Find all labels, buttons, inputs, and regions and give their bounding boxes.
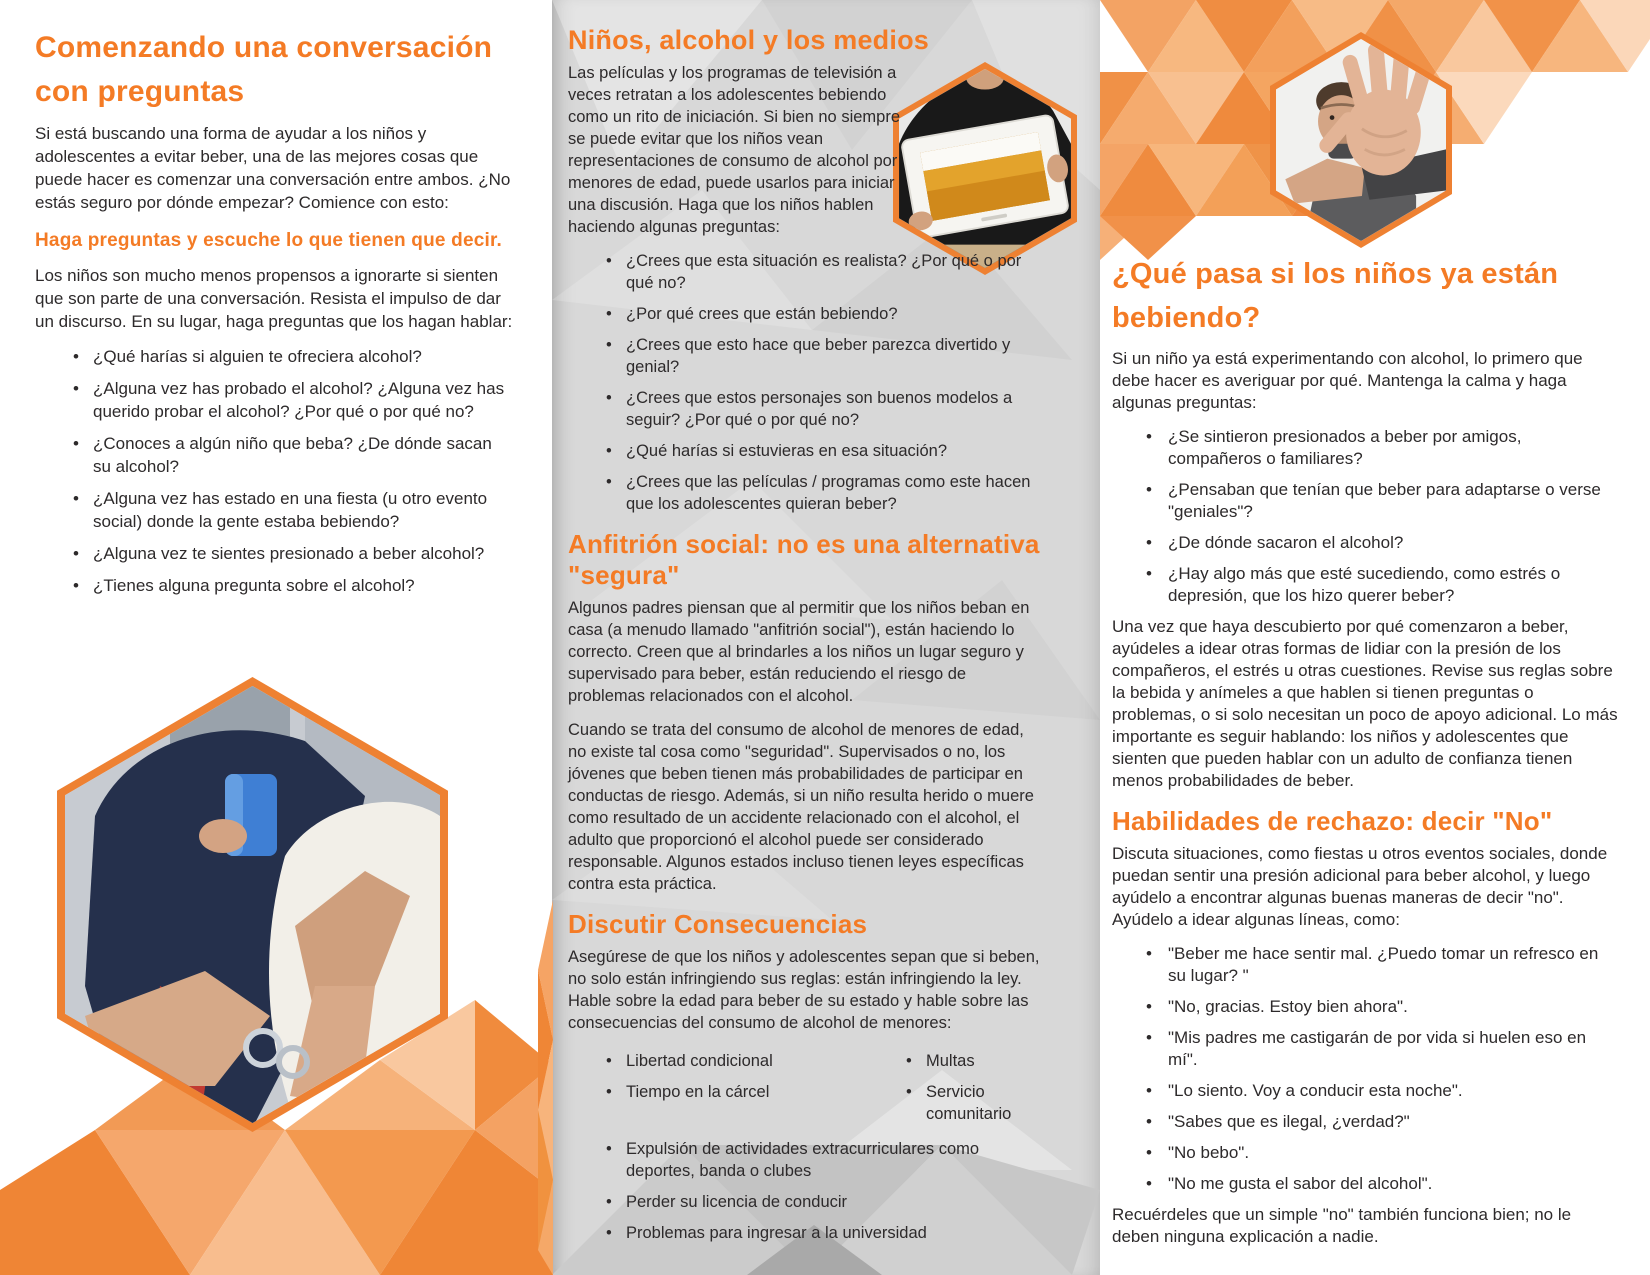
list-item: • "No bebo". [1142,1142,1618,1164]
list-item: • ¿De dónde sacaron el alcohol? [1142,532,1618,554]
media-section-title: Niños, alcohol y los medios [568,25,929,55]
refusal-lines-list [1142,943,1618,1195]
left-lead-paragraph: Los niños son mucho menos propensos a ignorarte si sienten que son parte de una conversación. Resista el impulso de dar un discurso. En su lugar, haga preguntas que los hagan hablar: [35,266,513,331]
right-panel [1112,252,1618,1260]
already-drinking-intro: Si un niño ya está experimentando con alcohol, lo primero que debe hacer es averiguar por qué. Mantenga la calma y haga algunas preguntas: [1112,349,1583,412]
list-item: • ¿Crees que las películas / programas como este hacen que los adolescentes quieran beber? [602,471,1045,515]
list-item: • ¿Hay algo más que esté sucediendo, como estrés o depresión, que los hizo querer beber? [1142,563,1618,607]
social-host-paragraph-2: Cuando se trata del consumo de alcohol de menores de edad, no existe tal cosa como "seguridad". Supervisados o no, los jóvenes que beben tienen más probabilidades de participar en conductas de riesgo. Además, si un niño resulta herido o muere como resultado de un accidente relacionado con el alcohol, el adulto que proporcionó el alcohol puede ser considerado responsable. Algunos estados incluso tienen leyes específicas contra esta práctica. [568,721,1034,893]
list-item: • Libertad condicional [602,1050,868,1072]
social-host-title: Anfitrión social: no es una alternativa "segura" [568,529,1040,590]
refusal-skills-title: Habilidades de rechazo: decir "No" [1112,806,1553,836]
list-item: • "Sabes que es ilegal, ¿verdad?" [1142,1111,1618,1133]
list-item: • Expulsión de actividades extracurriculares como deportes, banda o clubes [602,1138,1045,1182]
list-item: • ¿Qué harías si estuvieras en esa situación? [602,440,1045,462]
list-item: • "Lo siento. Voy a conducir esta noche". [1142,1080,1618,1102]
list-item: • "Beber me hace sentir mal. ¿Puedo tomar un refresco en su lugar? " [1142,943,1618,987]
list-item: • Perder su licencia de conducir [602,1191,1045,1213]
left-panel [35,26,513,606]
man-showing-stop-hand-photo [1276,39,1446,241]
follow-up-paragraph: Una vez que haya descubierto por qué comenzaron a beber, ayúdeles a idear otras formas de lidiar con la presión de los compañeros, el estrés u otras cuestiones. Revise sus reglas sobre la bebida y anímeles a que hablen si tienen preguntas o problemas, o si solo necesitan un poco de apoyo adicional. Lo más importante es seguir hablando: los niños y adolescentes que sienten que pueden hablar con un adulto de confianza tienen menos probabilidades de beber. [1112,617,1618,790]
already-drinking-questions-list [1142,426,1618,607]
list-item: • ¿Por qué crees que están bebiendo? [602,303,1045,325]
list-item: • Multas [902,1050,1045,1072]
already-drinking-title: ¿Qué pasa si los niños ya están bebiendo? [1112,258,1559,334]
list-item: • ¿Alguna vez has probado el alcohol? ¿Alguna vez has querido probar el alcohol? ¿Por qué o por qué no? [69,377,513,423]
list-item: • ¿Crees que esta situación es realista? ¿Por qué o por qué no? [602,250,1045,294]
consequences-intro-paragraph: Asegúrese de que los niños y adolescentes sepan que si beben, no solo están infringiendo sus reglas: están infringiendo la ley. Hable sobre la edad para beber de su estado y hable sobre las consecuencias del consumo de alcohol de menores: [568,948,1040,1032]
left-panel-title: Comenzando una conversación con preguntas [35,31,493,108]
list-item: • ¿Se sintieron presionados a beber por amigos, compañeros o familiares? [1142,426,1618,470]
list-item: • ¿Tienes alguna pregunta sobre el alcohol? [69,574,513,597]
list-item: • ¿Pensaban que tenían que beber para adaptarse o verse "geniales"? [1142,479,1618,523]
consequences-list-left [602,1050,868,1134]
list-item: • ¿Qué harías si alguien te ofreciera alcohol? [69,345,513,368]
left-intro-paragraph: Si está buscando una forma de ayudar a los niños y adolescentes a evitar beber, una de las mejores cosas que puede hacer es comenzar una conversación entre ambos. ¿No estás seguro por dónde empezar? Comience con esto: [35,124,511,212]
refusal-intro-paragraph: Discuta situaciones, como fiestas u otros eventos sociales, donde puedan sentir una presión adicional para beber alcohol, y luego ayúdelo a encontrar algunas buenas maneras de decir "no". Ayúdelo a idear algunas líneas, como: [1112,844,1608,929]
media-intro-paragraph: Las películas y los programas de televisión a veces retratan a los adolescentes bebiendo como un rito de iniciación. Si bien no siempre se puede evitar que los niños vean representaciones de consumo de alcohol por menores de edad, puede usarlos para iniciar una discusión. Haga que los niños hablen haciendo algunas preguntas: [568,64,901,236]
consequences-title: Discutir Consecuencias [568,909,868,939]
list-item: • ¿Alguna vez has estado en una fiesta (u otro evento social) donde la gente estaba bebiendo? [69,487,513,533]
list-item: • Servicio comunitario [902,1081,1045,1125]
list-item: • "No me gusta el sabor del alcohol". [1142,1173,1618,1195]
consequences-list-more [602,1138,1045,1244]
list-item: • Problemas para ingresar a la universidad [602,1222,1045,1244]
social-host-paragraph-1: Algunos padres piensan que al permitir que los niños beban en casa (a menudo llamado "anfitrión social"), están haciendo lo correcto. Creen que al brindarles a los niños un lugar seguro y supervisado para beber, están reduciendo el riesgo de problemas relacionados con el alcohol. [568,599,1030,705]
refusal-outro-paragraph: Recuérdeles que un simple "no" también funciona bien; no le deben ninguna explicación a nadie. [1112,1205,1572,1246]
middle-panel [568,24,1045,1253]
list-item: • ¿Conoces a algún niño que beba? ¿De dónde sacan su alcohol? [69,432,513,478]
list-item: • Tiempo en la cárcel [602,1081,868,1103]
list-item: • "No, gracias. Estoy bien ahora". [1142,996,1618,1018]
list-item: • ¿Crees que esto hace que beber parezca divertido y genial? [602,334,1045,378]
list-item: • ¿Alguna vez te sientes presionado a beber alcohol? [69,542,513,565]
consequences-two-column-list [568,1046,1045,1134]
list-item: • ¿Crees que estos personajes son buenos modelos a seguir? ¿Por qué o por qué no? [602,387,1045,431]
media-questions-list [602,250,1045,515]
list-item: • "Mis padres me castigarán de por vida si huelen eso en mí". [1142,1027,1618,1071]
consequences-list-right [902,1050,1045,1134]
left-questions-list [69,345,513,597]
left-subheading: Haga preguntas y escuche lo que tienen que decir. [35,230,502,251]
